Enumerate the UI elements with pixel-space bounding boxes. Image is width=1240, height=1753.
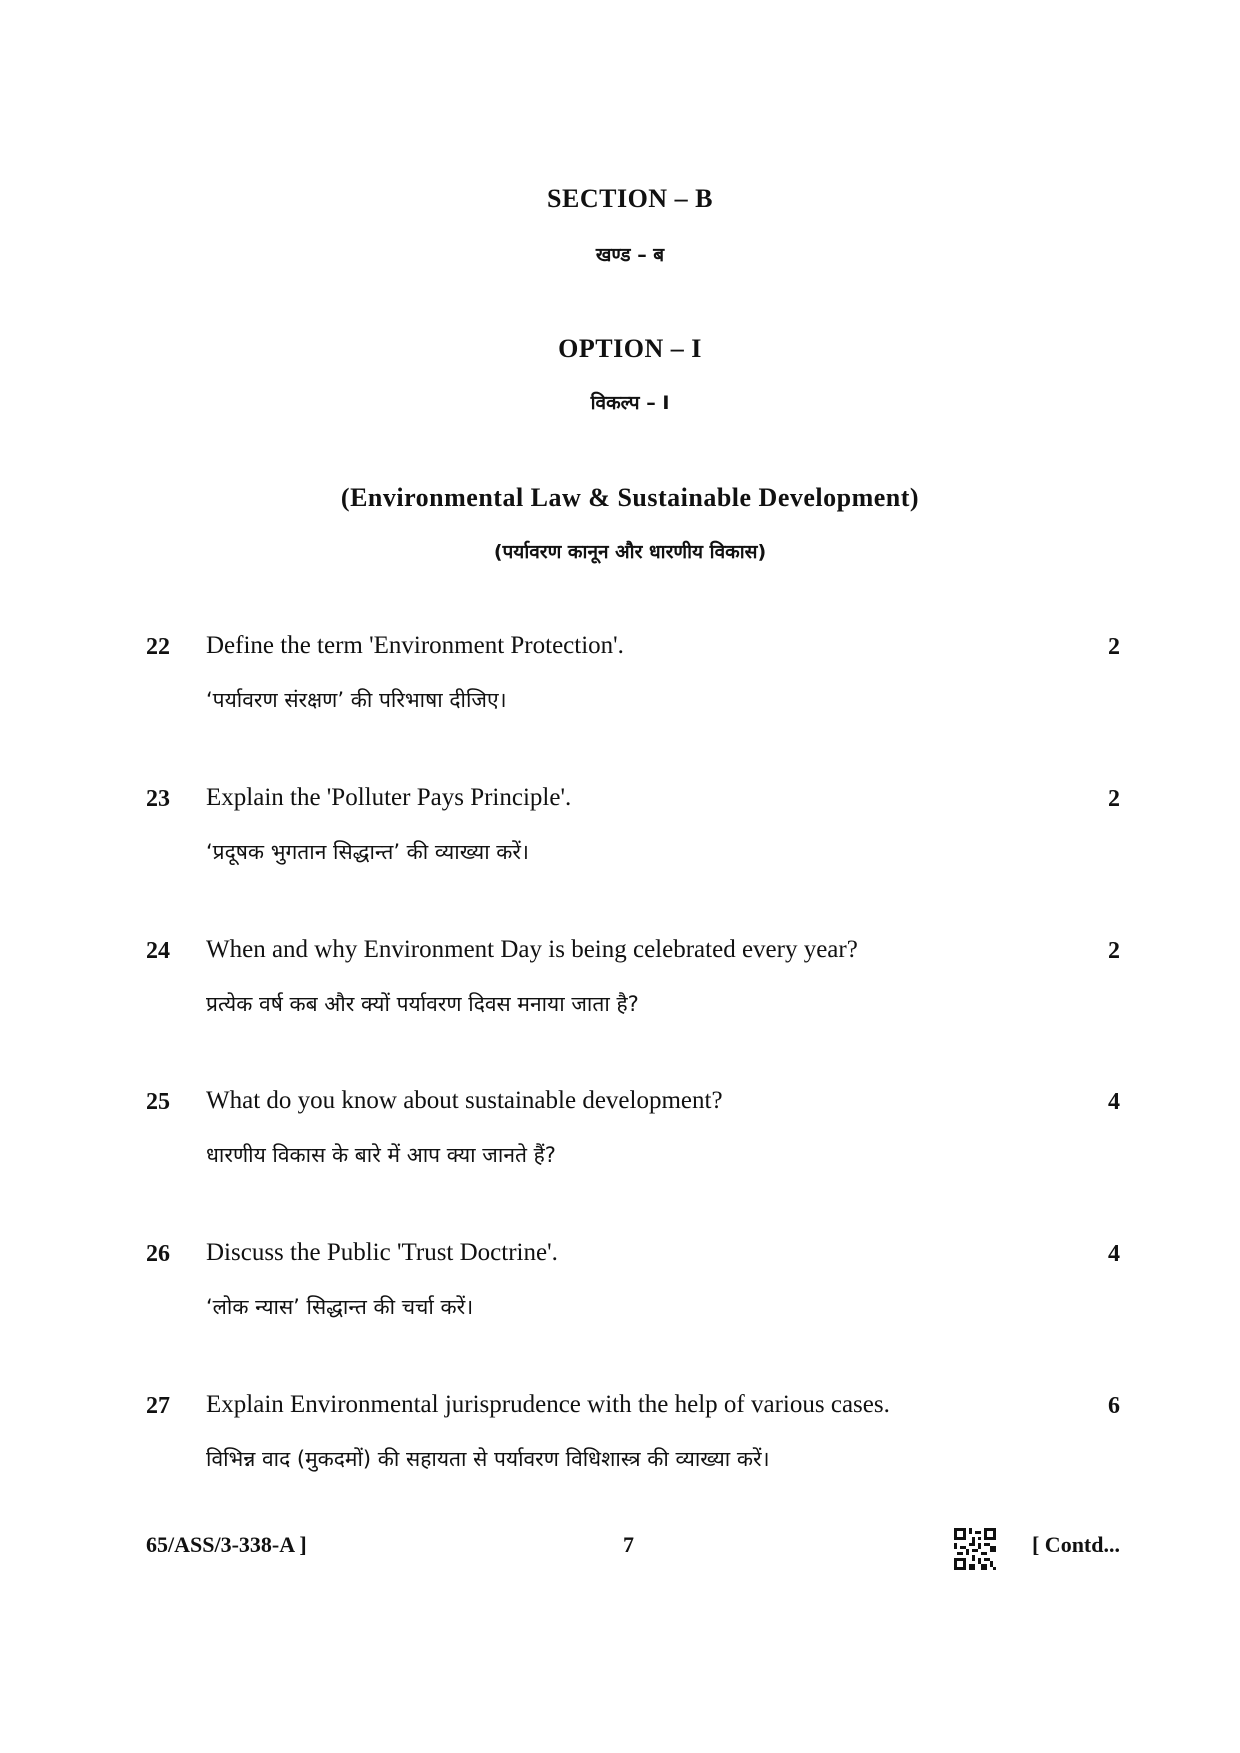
question-text: Explain Environmental jurisprudence with the help of various cases. — [206, 1391, 890, 1418]
continued-label: [ Contd... — [1031, 1532, 1120, 1557]
question-number: 22 — [146, 634, 170, 660]
question-marks: 2 — [1108, 786, 1120, 812]
question-marks: 4 — [1108, 1089, 1120, 1115]
question-text-hindi: ‘पर्यावरण संरक्षण’ की परिभाषा दीजिए। — [206, 688, 507, 712]
section-heading-hindi: खण्ड – ब — [595, 244, 665, 266]
question-text: Explain the 'Polluter Pays Principle'. — [206, 784, 572, 811]
option-heading-hindi: विकल्प – I — [590, 392, 670, 414]
question-number: 25 — [146, 1089, 170, 1115]
question-text-hindi: प्रत्येक वर्ष कब और क्यों पर्यावरण दिवस मनाया जाता है? — [206, 992, 639, 1016]
question-text-hindi: ‘प्रदूषक भुगतान सिद्धान्त’ की व्याख्या करें। — [206, 840, 529, 864]
page-number: 7 — [623, 1532, 634, 1557]
question-number: 26 — [146, 1241, 170, 1267]
question-text-hindi: धारणीय विकास के बारे में आप क्या जानते हैं? — [206, 1143, 556, 1167]
subject-title: (Environmental Law & Sustainable Development) — [340, 483, 920, 512]
section-heading: SECTION – B — [547, 184, 713, 213]
question-text-hindi: विभिन्न वाद (मुकदमों) की सहायता से पर्यावरण विधिशास्त्र की व्याख्या करें। — [206, 1447, 770, 1471]
qr-code-icon — [954, 1528, 996, 1570]
question-number: 24 — [146, 938, 170, 964]
question-text: Discuss the Public 'Trust Doctrine'. — [206, 1239, 558, 1266]
question-text: What do you know about sustainable development? — [206, 1087, 723, 1114]
question-text: Define the term 'Environment Protection'. — [206, 632, 624, 659]
question-marks: 2 — [1108, 938, 1120, 964]
question-text: When and why Environment Day is being celebrated every year? — [206, 936, 858, 963]
option-heading: OPTION – I — [558, 334, 702, 363]
paper-code: 65/ASS/3-338-A ] — [146, 1532, 307, 1557]
question-text-hindi: ‘लोक न्यास’ सिद्धान्त की चर्चा करें। — [206, 1295, 474, 1319]
question-number: 23 — [146, 786, 170, 812]
question-marks: 6 — [1108, 1393, 1120, 1419]
question-number: 27 — [146, 1393, 170, 1419]
subject-title-hindi: (पर्यावरण कानून और धारणीय विकास) — [493, 541, 767, 563]
question-marks: 4 — [1108, 1241, 1120, 1267]
question-marks: 2 — [1108, 634, 1120, 660]
